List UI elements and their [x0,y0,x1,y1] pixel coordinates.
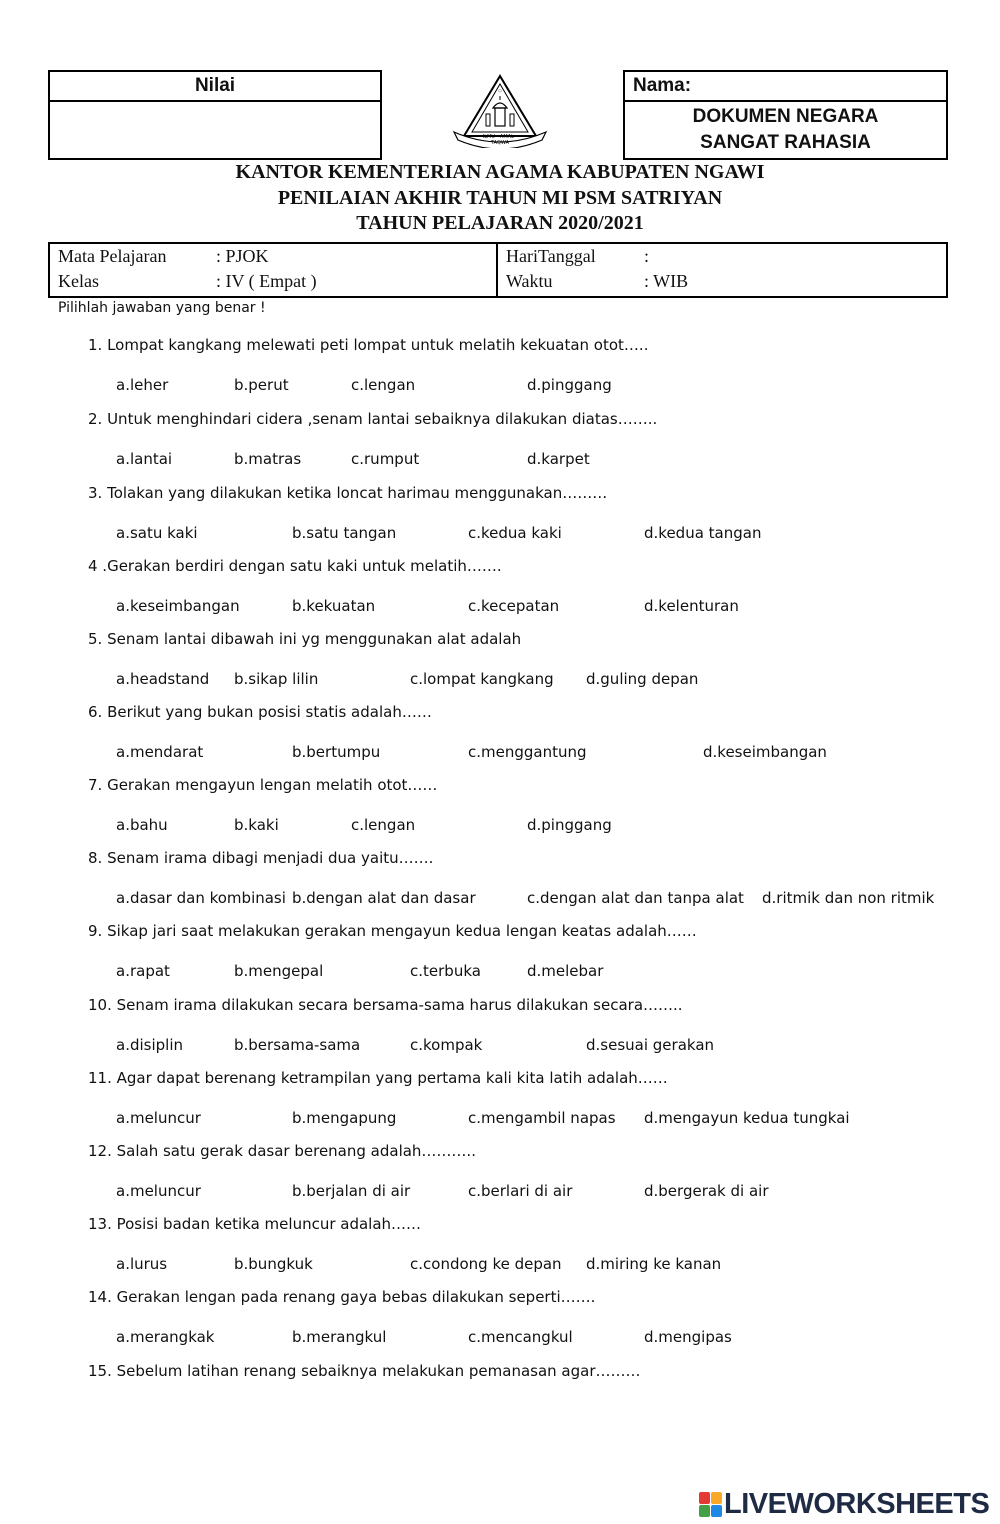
question-5-option-c[interactable]: c.lompat kangkang [410,670,554,688]
liveworksheets-text: LIVEWORKSHEETS [724,1488,990,1520]
question-13: 13. Posisi badan ketika meluncur adalah…… [88,1215,422,1233]
kelas-value: : IV ( Empat ) [216,271,317,291]
question-7: 7. Gerakan mengayun lengan melatih otot…… [88,776,438,794]
nama-label[interactable]: Nama: [623,70,948,102]
question-3-option-d[interactable]: d.kedua tangan [644,524,762,542]
question-3-option-b[interactable]: b.satu tangan [292,524,397,542]
question-12: 12. Salah satu gerak dasar berenang adalah……….. [88,1142,476,1160]
secret-stamp [623,100,948,160]
mapel-label: Mata Pelajaran [58,246,167,266]
question-9-option-d[interactable]: d.melebar [527,962,604,980]
instruction: Pilihlah jawaban yang benar ! [58,300,266,316]
logo-motto: ILMU - AMAL - TAQWA [482,134,518,146]
secret-line-1: DOKUMEN NEGARA [692,106,879,127]
question-3-option-a[interactable]: a.satu kaki [116,524,198,542]
question-13-option-a[interactable]: a.lurus [116,1255,168,1273]
question-14-option-d[interactable]: d.mengipas [644,1328,732,1346]
question-4-option-b[interactable]: b.kekuatan [292,597,376,615]
question-7-option-b[interactable]: b.kaki [234,816,279,834]
question-3-option-c[interactable]: c.kedua kaki [468,524,562,542]
question-12-option-c[interactable]: c.berlari di air [468,1182,573,1200]
question-8-option-a[interactable]: a.dasar dan kombinasi [116,889,286,907]
question-4-option-c[interactable]: c.kecepatan [468,597,560,615]
question-15: 15. Sebelum latihan renang sebaiknya melakukan pemanasan agar……… [88,1362,641,1380]
question-7-option-a[interactable]: a.bahu [116,816,168,834]
title-line-1: KANTOR KEMENTERIAN AGAMA KABUPATEN NGAWI [235,161,765,183]
question-5-option-d[interactable]: d.guling depan [586,670,699,688]
question-13-option-d[interactable]: d.miring ke kanan [586,1255,722,1273]
question-5: 5. Senam lantai dibawah ini yg menggunakan alat adalah [88,630,522,648]
question-2-option-d[interactable]: d.karpet [527,450,590,468]
question-6: 6. Berikut yang bukan posisi statis adalah…… [88,703,432,721]
question-11-option-b[interactable]: b.mengapung [292,1109,397,1127]
question-2-option-c[interactable]: c.rumput [351,450,420,468]
question-2-option-b[interactable]: b.matras [234,450,302,468]
nilai-field[interactable] [48,100,382,160]
tanggal-label: HariTanggal [506,246,596,266]
question-14-option-c[interactable]: c.mencangkul [468,1328,573,1346]
question-6-option-a[interactable]: a.mendarat [116,743,204,761]
question-10-option-a[interactable]: a.disiplin [116,1036,183,1054]
question-13-option-b[interactable]: b.bungkuk [234,1255,313,1273]
question-6-option-d[interactable]: d.keseimbangan [703,743,827,761]
question-8: 8. Senam irama dibagi menjadi dua yaitu……. [88,849,434,867]
svg-text:۞: ۞ [498,87,502,94]
waktu-value: : WIB [644,271,689,291]
question-11-option-a[interactable]: a.meluncur [116,1109,201,1127]
mapel-value: : PJOK [216,246,269,266]
question-2: 2. Untuk menghindari cidera ,senam lantai sebaiknya dilakukan diatas…….. [88,410,658,428]
question-10: 10. Senam irama dilakukan secara bersama-sama harus dilakukan secara…….. [88,996,683,1014]
tanggal-value[interactable]: : [644,246,650,266]
school-logo-icon [448,70,552,148]
question-10-option-b[interactable]: b.bersama-sama [234,1036,361,1054]
question-9: 9. Sikap jari saat melakukan gerakan mengayun kedua lengan keatas adalah…… [88,922,697,940]
question-10-option-c[interactable]: c.kompak [410,1036,483,1054]
question-9-option-c[interactable]: c.terbuka [410,962,481,980]
question-5-option-b[interactable]: b.sikap lilin [234,670,319,688]
question-1-option-b[interactable]: b.perut [234,376,289,394]
question-11: 11. Agar dapat berenang ketrampilan yang pertama kali kita latih adalah…… [88,1069,668,1087]
question-10-option-d[interactable]: d.sesuai gerakan [586,1036,715,1054]
kelas-label: Kelas [58,271,99,291]
question-9-option-a[interactable]: a.rapat [116,962,170,980]
question-14-option-b[interactable]: b.merangkul [292,1328,387,1346]
question-11-option-d[interactable]: d.mengayun kedua tungkai [644,1109,850,1127]
question-1-option-d[interactable]: d.pinggang [527,376,612,394]
liveworksheets-logo-icon [698,1490,724,1520]
question-3: 3. Tolakan yang dilakukan ketika loncat harimau menggunakan……… [88,484,608,502]
title-line-2: PENILAIAN AKHIR TAHUN MI PSM SATRIYAN [277,187,723,209]
question-12-option-a[interactable]: a.meluncur [116,1182,201,1200]
question-14-option-a[interactable]: a.merangkak [116,1328,215,1346]
title-line-3: TAHUN PELAJARAN 2020/2021 [356,212,644,234]
question-12-option-b[interactable]: b.berjalan di air [292,1182,411,1200]
question-14: 14. Gerakan lengan pada renang gaya bebas dilakukan seperti……. [88,1288,596,1306]
question-8-option-b[interactable]: b.dengan alat dan dasar [292,889,476,907]
question-4-option-a[interactable]: a.keseimbangan [116,597,240,615]
question-1: 1. Lompat kangkang melewati peti lompat untuk melatih kekuatan otot….. [88,336,649,354]
question-1-option-c[interactable]: c.lengan [351,376,416,394]
question-4-option-d[interactable]: d.kelenturan [644,597,739,615]
info-divider [496,244,498,296]
question-6-option-c[interactable]: c.menggantung [468,743,587,761]
question-9-option-b[interactable]: b.mengepal [234,962,324,980]
question-2-option-a[interactable]: a.lantai [116,450,173,468]
question-7-option-d[interactable]: d.pinggang [527,816,612,834]
question-1-option-a[interactable]: a.leher [116,376,169,394]
secret-line-2: SANGAT RAHASIA [700,132,871,153]
nilai-label: Nilai [48,70,382,102]
question-11-option-c[interactable]: c.mengambil napas [468,1109,616,1127]
question-8-option-c[interactable]: c.dengan alat dan tanpa alat [527,889,744,907]
question-7-option-c[interactable]: c.lengan [351,816,416,834]
question-4: 4 .Gerakan berdiri dengan satu kaki untuk melatih……. [88,557,502,575]
liveworksheets-watermark [698,1488,989,1521]
question-13-option-c[interactable]: c.condong ke depan [410,1255,562,1273]
question-6-option-b[interactable]: b.bertumpu [292,743,381,761]
question-8-option-d[interactable]: d.ritmik dan non ritmik [762,889,935,907]
question-5-option-a[interactable]: a.headstand [116,670,210,688]
question-12-option-d[interactable]: d.bergerak di air [644,1182,769,1200]
waktu-label: Waktu [506,271,553,291]
info-table [48,242,948,298]
